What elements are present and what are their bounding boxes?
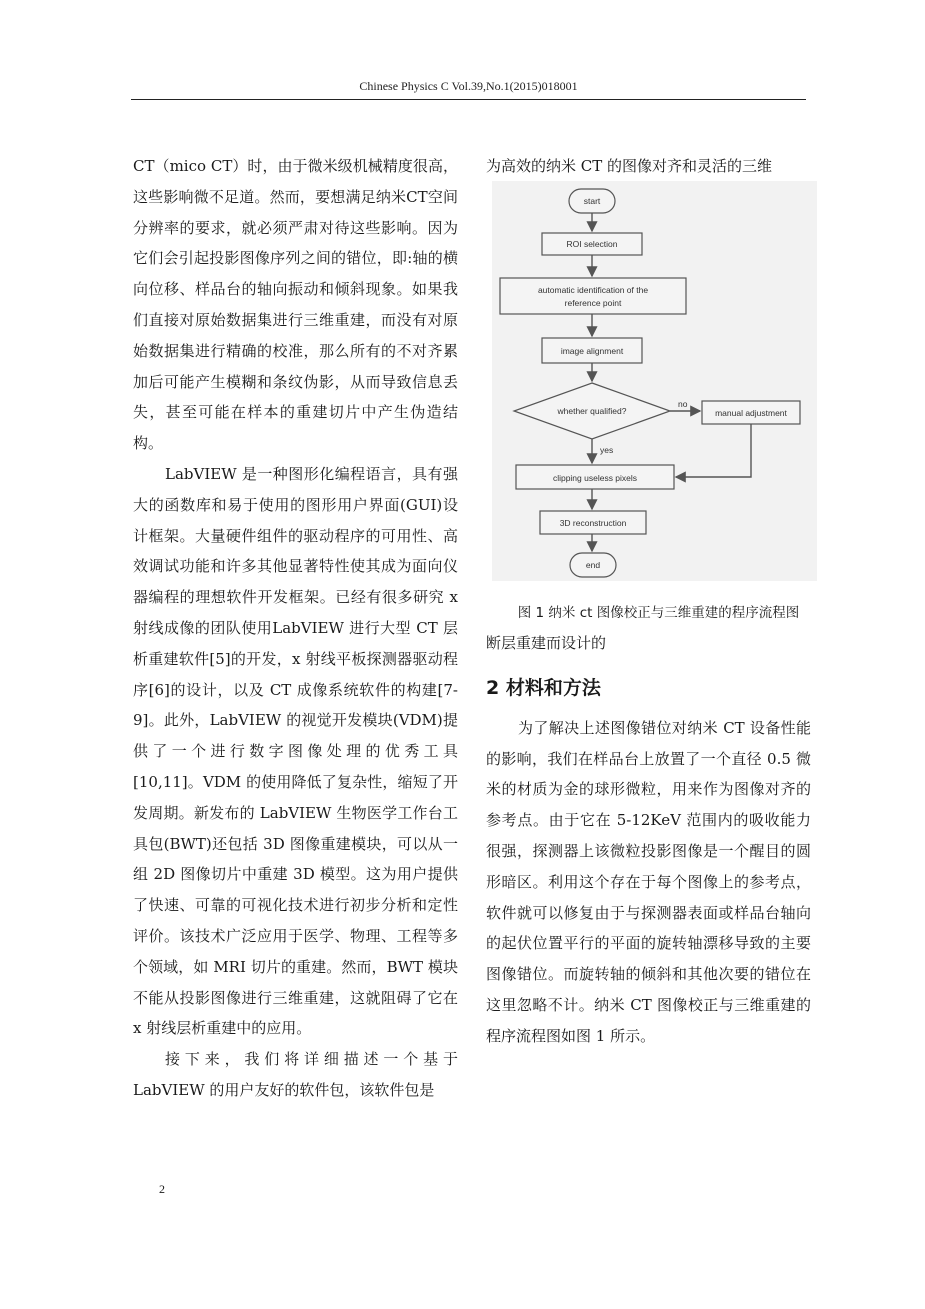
flowchart-figure bbox=[492, 181, 817, 581]
paragraph-3: 接下来，我们将详细描述一个基于LabVIEW 的用户友好的软件包，该软件包是 bbox=[133, 1050, 458, 1099]
paragraph-2: LabVIEW 是一种图形化编程语言，具有强大的函数库和易于使用的图形用户界面(GUI)设计框架。大量硬件组件的驱动程序的可用性、高效调试功能和许多其他显著特性使其成为面向仪器编程的理想软件开发框架。已经有很多研究 x 射线成像的团队使用LabVIEW 进行大型 CT 层析重建软件[5]的开发，x 射线平板探测器驱动程序[6]的设计，以及 CT 成像系统软件的构建[7-9]。此外，LabVIEW 的视觉开发模块(VDM)提供了一个进行数字图像处理的优秀工具 [10,11]。VDM 的使用降低了复杂性，缩短了开发周期。新发布的 LabVIEW 生物医学工作台工具包(BWT)还包括 3D 图像重建模块，可以从一组 2D 图像切片中重建 3D 模型。这为用户提供了快速、可靠的可视化技术进行初步分析和定性评价。该技术广泛应用于医学、物理、工程等多个领域，如 MRI 切片的重建。然而，BWT 模块不能从投影图像进行三维重建，这就阻碍了它在 x 射线层析重建中的应用。 bbox=[133, 464, 458, 1038]
flowchart-svg bbox=[492, 181, 817, 581]
manual-adjustment-label: manual adjustment bbox=[715, 408, 787, 418]
header-rule bbox=[131, 99, 806, 100]
paragraph-1: CT（mico CT）时，由于微米级机械精度很高，这些影响微不足道。然而，要想满足纳米CT空间分辨率的要求，就必须严肃对待这些影响。因为它们会引起投影图像序列之间的错位，即:轴的横向位移、样品台的轴向振动和倾斜现象。如果我们直接对原始数据集进行三维重建，而没有对原始数据集进行精确的校准，那么所有的不对齐累加后可能产生模糊和条纹伪影，从而导致信息丢失，甚至可能在样本的重建切片中产生伪造结构。 bbox=[133, 157, 458, 453]
right-column-top bbox=[486, 151, 811, 182]
page-number: 2 bbox=[159, 1182, 165, 1196]
section-title: 2 材料和方法 bbox=[486, 676, 601, 699]
figure-caption: 图 1 纳米 ct 图像校正与三维重建的程序流程图 bbox=[517, 605, 800, 621]
paragraph-continued-bottom: 断层重建而设计的 bbox=[486, 634, 607, 652]
image-alignment-label: image alignment bbox=[560, 346, 624, 356]
journal-citation: Chinese Physics C Vol.39,No.1(2015)018001 bbox=[359, 79, 578, 93]
running-header bbox=[131, 78, 806, 94]
reconstruction-label: 3D reconstruction bbox=[559, 518, 627, 528]
auto-identification-node bbox=[500, 278, 686, 314]
paragraph-continued-top: 为高效的纳米 CT 的图像对齐和灵活的三维 bbox=[486, 157, 773, 175]
start-label: start bbox=[583, 196, 601, 206]
left-column bbox=[133, 151, 458, 1106]
no-label: no bbox=[678, 399, 688, 409]
right-column-bottom bbox=[486, 628, 811, 1052]
end-label: end bbox=[585, 560, 601, 570]
auto-identification-label-2: reference point bbox=[564, 298, 622, 308]
decision-label: whether qualified? bbox=[557, 406, 627, 416]
clipping-label: clipping useless pixels bbox=[552, 473, 638, 483]
section-paragraph: 为了解决上述图像错位对纳米 CT 设备性能的影响，我们在样品台上放置了一个直径 0.5 微米的材质为金的球形微粒，用来作为图像对齐的参考点。由于它在 5-12KeV 范围内的吸收能力很强，探测器上该微粒投影图像是一个醒目的圆形暗区。利用这个存在于每个图像上的参考点，软件就可以修复由于与探测器表面或样品台轴向的起伏位置平行的平面的旋转轴漂移导致的主要图像错位。而旋转轴的倾斜和其他次要的错位在这里忽略不计。纳米 CT 图像校正与三维重建的程序流程图如图 1 所示。 bbox=[486, 718, 811, 1045]
roi-selection-label: ROI selection bbox=[566, 239, 618, 249]
auto-identification-label-1: automatic identification of the bbox=[537, 285, 649, 295]
yes-label: yes bbox=[600, 445, 614, 455]
